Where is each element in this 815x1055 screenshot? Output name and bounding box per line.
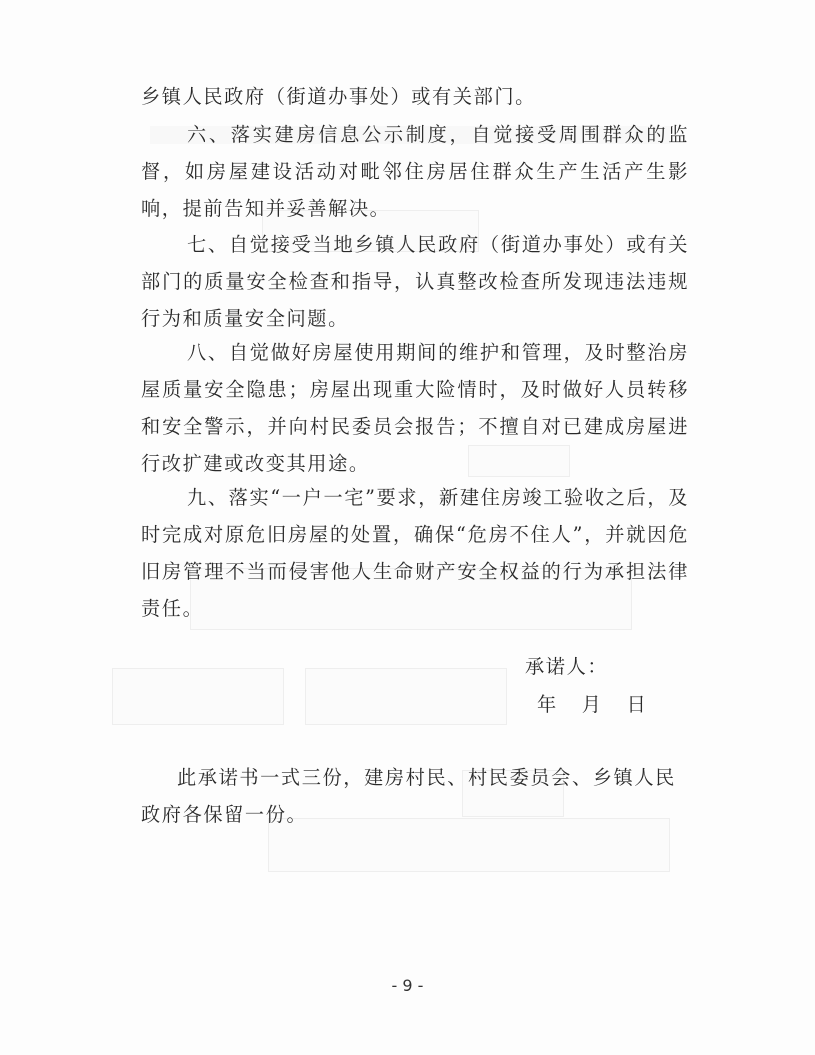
year-label: 年 bbox=[537, 693, 558, 716]
day-label: 日 bbox=[626, 693, 648, 716]
page-number: - 9 - bbox=[391, 976, 424, 995]
paragraph-continuation: 乡镇人民政府（街道办事处）或有关部门。 bbox=[141, 85, 536, 108]
promisor-label: 承诺人： bbox=[525, 655, 609, 678]
paragraph-item-6: 六、落实建房信息公示制度，自觉接受周围群众的监督，如房屋建设活动对毗邻住房居住群众生产生活产生影响，提前告知并妥善解决。 bbox=[141, 123, 689, 220]
copies-note: 此承诺书一式三份，建房村民、村民委员会、乡镇人民政府各保留一份。 bbox=[141, 766, 676, 826]
month-label: 月 bbox=[581, 693, 603, 716]
paragraph-item-7: 七、自觉接受当地乡镇人民政府（街道办事处）或有关部门的质量安全检查和指导，认真整改检查所发现违法违规行为和质量安全问题。 bbox=[141, 233, 689, 330]
date-line bbox=[537, 686, 647, 723]
paragraph-item-8: 八、自觉做好房屋使用期间的维护和管理，及时整治房屋质量安全隐患；房屋出现重大险情时，及时做好人员转移和安全警示，并向村民委员会报告；不擅自对已建成房屋进行改扩建或改变其用途。 bbox=[141, 341, 689, 475]
paragraph-item-9: 九、落实“一户一宅”要求，新建住房竣工验收之后，及时完成对原危旧房屋的处置，确保“危房不住人”，并就因危旧房管理不当而侵害他人生命财产安全权益的行为承担法律责任。 bbox=[141, 486, 689, 620]
show-through-box bbox=[305, 668, 507, 725]
show-through-box bbox=[112, 668, 284, 725]
